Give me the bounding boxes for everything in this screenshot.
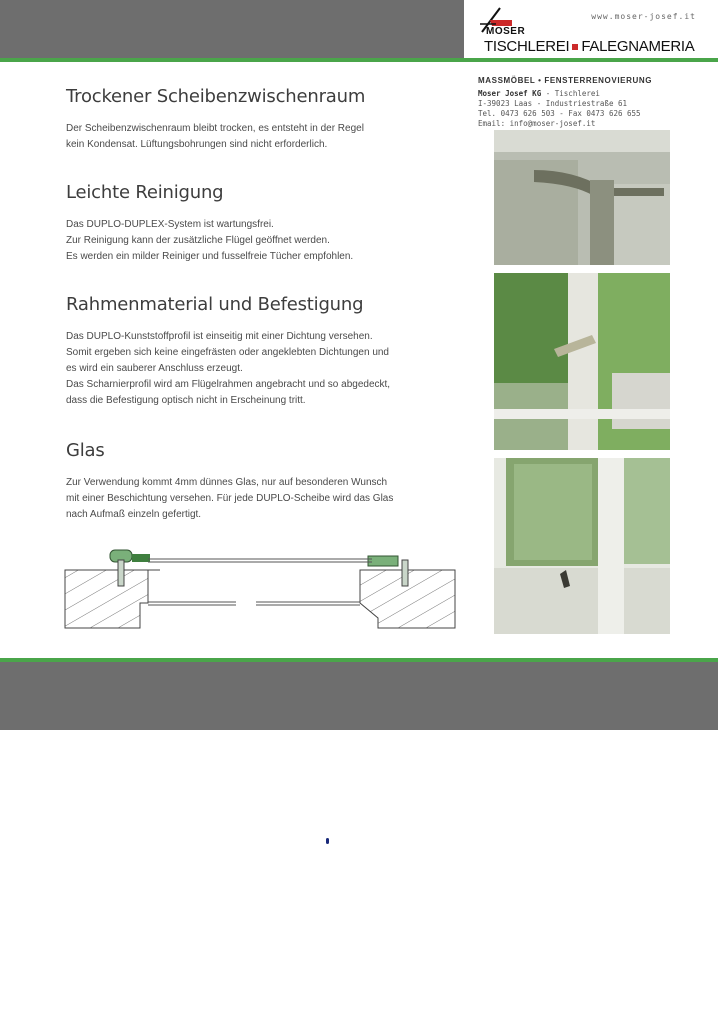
section-title: Glas xyxy=(66,440,105,461)
brand-word: MOSER xyxy=(486,26,526,37)
section-frame-material xyxy=(66,294,436,409)
paragraph-line: Das DUPLO-DUPLEX-System ist wartungsfrei. xyxy=(66,219,274,230)
brand-tagline xyxy=(484,38,694,55)
company-name: Moser Josef KG xyxy=(478,89,542,98)
services-heading-separator: • xyxy=(538,76,542,85)
services-heading-right: FENSTERRENOVIERUNG xyxy=(544,76,653,85)
paragraph-line: Zur Verwendung kommt 4mm dünnes Glas, nur auf besonderen Wunsch xyxy=(66,477,388,488)
address: I-39023 Laas - Industriestraße 61 xyxy=(478,99,628,108)
phone-fax[interactable]: Tel. 0473 626 503 - Fax 0473 626 655 xyxy=(478,109,641,118)
paragraph-line: Somit ergeben sich keine eingefrästen oder angeklebten Dichtungen und xyxy=(66,347,389,358)
photo-window-hinge-image xyxy=(494,130,670,265)
paragraph-line: Der Scheibenzwischenraum bleibt trocken, es entsteht in der Regel xyxy=(66,123,364,134)
paragraph-line: kein Kondensat. Lüftungsbohrungen sind nicht erforderlich. xyxy=(66,139,328,150)
photo-window-sash-image xyxy=(494,458,670,634)
paragraph-line: Das Scharnierprofil wird am Flügelrahmen angebracht und so abgedeckt, xyxy=(66,379,391,390)
section-title: Leichte Reinigung xyxy=(66,182,224,203)
section-glass xyxy=(66,440,436,523)
photo-window-hinge xyxy=(494,130,670,265)
company-suffix: - Tischlerei xyxy=(541,89,600,98)
contact-block xyxy=(478,89,672,129)
section-dry-space xyxy=(66,86,436,153)
section-title: Trockener Scheibenzwischenraum xyxy=(66,86,366,107)
paragraph-line: es wird ein sauberer Anschluss erzeugt. xyxy=(66,363,243,374)
paragraph-line: Zur Reinigung kann der zusätzliche Flügel geöffnet werden. xyxy=(66,235,330,246)
tagline-german: TISCHLEREI xyxy=(484,38,570,55)
photo-window-handle-image xyxy=(494,273,670,450)
photo-window-sash xyxy=(494,458,670,634)
section-title: Rahmenmaterial und Befestigung xyxy=(66,294,364,315)
paragraph-line: mit einer Beschichtung versehen. Für jede DUPLO-Scheibe wird das Glas xyxy=(66,493,394,504)
services-heading xyxy=(478,76,672,85)
ink-speck xyxy=(326,838,329,844)
paragraph-line: Das DUPLO-Kunststoffprofil ist einseitig mit einer Dichtung versehen. xyxy=(66,331,373,342)
tagline-separator xyxy=(572,44,578,50)
company-sidebar xyxy=(476,76,672,129)
company-name-line xyxy=(478,89,672,99)
email[interactable]: Email: info@moser-josef.it xyxy=(478,119,596,128)
section-cleaning xyxy=(66,182,436,265)
paragraph-line: nach Aufmaß einzeln gefertigt. xyxy=(66,509,202,520)
paragraph-line: Es werden ein milder Reiniger und fusselfreie Tücher empfohlen. xyxy=(66,251,354,262)
profile-cross-section-diagram xyxy=(60,548,460,638)
paragraph-line: dass die Befestigung optisch nicht in Erscheinung tritt. xyxy=(66,395,306,406)
footer-band xyxy=(0,662,718,730)
company-logo xyxy=(464,0,718,58)
header-accent-line xyxy=(0,58,718,62)
photo-window-handle xyxy=(494,273,670,450)
services-heading-left: MASSMÖBEL xyxy=(478,76,536,85)
website-url[interactable]: www.moser-josef.it xyxy=(591,12,696,21)
tagline-italian: FALEGNAMERIA xyxy=(581,38,695,55)
